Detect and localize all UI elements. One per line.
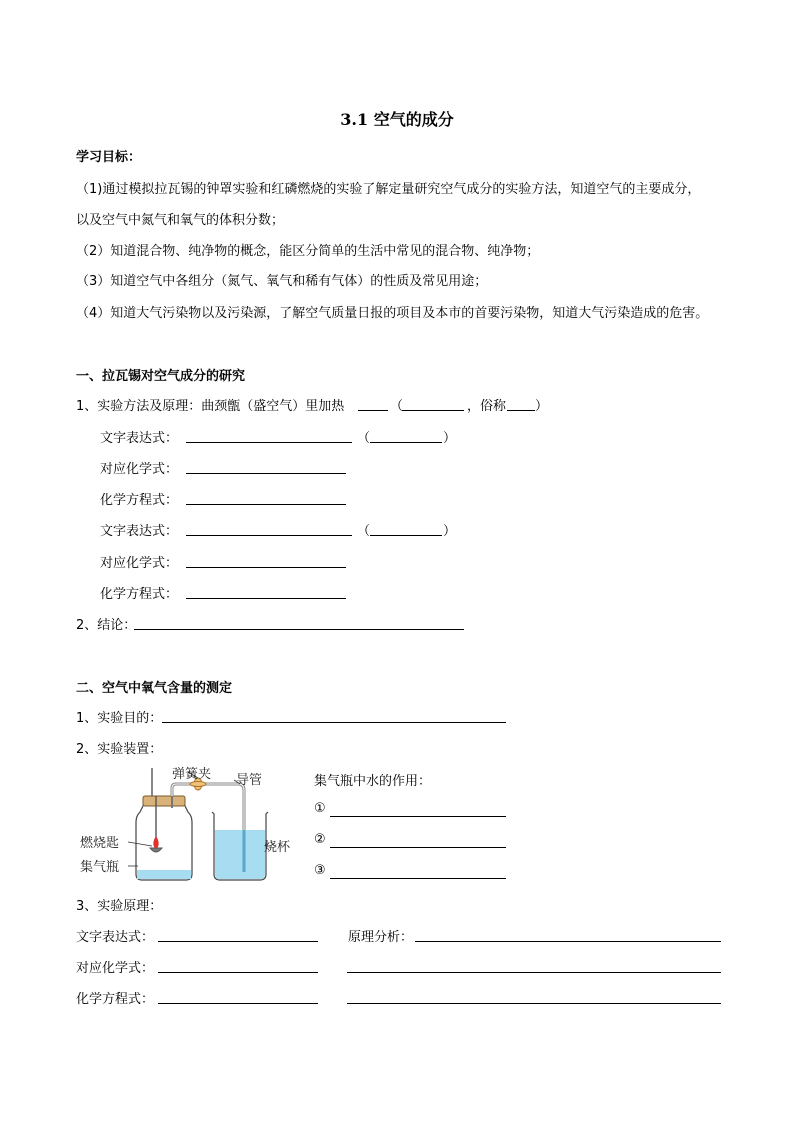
- blank-equation[interactable]: [186, 598, 346, 599]
- objective-item-1: （1)通过模拟拉瓦锡的钟罩实验和红磷燃烧的实验了解定量研究空气成分的实验方法，知道空气的主要成分，: [76, 182, 701, 197]
- formula-label: 对应化学式：: [100, 556, 179, 571]
- label-tube: 导管: [236, 773, 263, 788]
- paren-open: （: [390, 399, 404, 414]
- objective-item-3: （3）知道空气中各组分（氮气、氧气和稀有气体）的性质及常见用途；: [76, 274, 488, 289]
- blank-formula[interactable]: [158, 972, 318, 973]
- blank-purpose[interactable]: [162, 722, 506, 723]
- circled-3: ③: [314, 863, 326, 878]
- formula-label: 对应化学式：: [100, 462, 179, 477]
- objectives-heading: 学习目标：: [76, 150, 142, 165]
- apparatus-label: 2、实验装置：: [76, 742, 163, 757]
- blank-text-expression[interactable]: [186, 535, 352, 536]
- equation-label: 化学方程式：: [100, 587, 179, 602]
- objective-item-2: （2）知道混合物、纯净物的概念，能区分简单的生活中常见的混合物、纯净物；: [76, 244, 540, 259]
- common-name-text: ，俗称: [467, 399, 507, 414]
- objective-item-1-cont: 以及空气中氮气和氧气的体积分数；: [76, 213, 285, 228]
- gas-bottle: [136, 804, 192, 880]
- principle-label: 3、实验原理：: [76, 899, 163, 914]
- label-beaker: 烧杯: [264, 840, 291, 855]
- paren-open: （: [357, 524, 371, 539]
- objective-item-4: （4）知道大气污染物以及污染源，了解空气质量日报的项目及本市的首要污染物，知道大气污染造成的危害。: [76, 306, 709, 321]
- blank-water-role-2[interactable]: [330, 847, 506, 848]
- blank-analysis-2[interactable]: [347, 972, 721, 973]
- blank-common-name[interactable]: [507, 410, 535, 411]
- paren-open: （: [357, 431, 371, 446]
- paren-close: ）: [535, 399, 549, 414]
- label-bottle: 集气瓶: [80, 860, 120, 875]
- blank-analysis-3[interactable]: [347, 1003, 721, 1004]
- blank-formula[interactable]: [186, 567, 346, 568]
- text-expression-label: 文字表达式：: [100, 524, 179, 539]
- label-spoon: 燃烧匙: [80, 836, 120, 851]
- equation-label: 化学方程式：: [100, 493, 179, 508]
- bottle-water: [137, 870, 191, 879]
- water-role-label: 集气瓶中水的作用：: [314, 774, 432, 789]
- blank-formula[interactable]: [186, 473, 346, 474]
- conclusion-label: 2、结论：: [76, 618, 137, 633]
- paren-close: ）: [443, 431, 457, 446]
- blank-equation[interactable]: [186, 504, 346, 505]
- blank-product[interactable]: [402, 410, 464, 411]
- label-clamp: 弹簧夹: [172, 767, 212, 782]
- blank-text-expression[interactable]: [158, 941, 318, 942]
- apparatus-diagram: [76, 762, 298, 884]
- analysis-label: 原理分析：: [348, 930, 414, 945]
- paren-close: ）: [443, 524, 457, 539]
- blank-heat-substance[interactable]: [358, 410, 388, 411]
- blank-reaction-type[interactable]: [370, 442, 442, 443]
- stopper: [143, 796, 185, 806]
- equation-label: 化学方程式：: [76, 992, 155, 1007]
- page-title: 3.1 空气的成分: [340, 110, 454, 129]
- blank-analysis-1[interactable]: [415, 941, 721, 942]
- circled-1: ①: [314, 801, 326, 816]
- method-text: 1、实验方法及原理：曲颈甑（盛空气）里加热: [76, 399, 345, 414]
- text-expression-label: 文字表达式：: [100, 431, 179, 446]
- formula-label: 对应化学式：: [76, 961, 155, 976]
- section1-heading: 一、拉瓦锡对空气成分的研究: [76, 369, 246, 384]
- blank-conclusion[interactable]: [134, 629, 464, 630]
- blank-water-role-1[interactable]: [330, 816, 506, 817]
- beaker-water: [215, 830, 265, 879]
- circled-2: ②: [314, 832, 326, 847]
- blank-equation[interactable]: [158, 1003, 318, 1004]
- blank-text-expression[interactable]: [186, 442, 352, 443]
- purpose-label: 1、实验目的：: [76, 711, 163, 726]
- blank-water-role-3[interactable]: [330, 878, 506, 879]
- text-expression-label: 文字表达式：: [76, 930, 155, 945]
- section2-heading: 二、空气中氧气含量的测定: [76, 681, 233, 696]
- blank-reaction-type[interactable]: [370, 535, 442, 536]
